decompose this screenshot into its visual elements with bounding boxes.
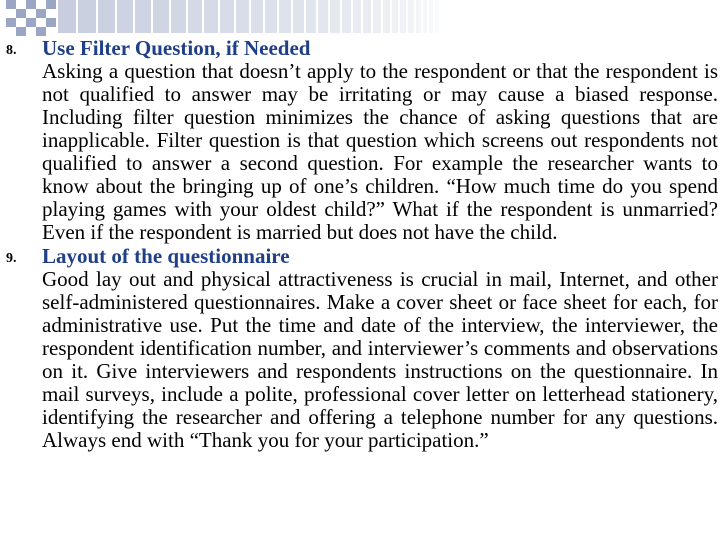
list-item <box>6 36 718 244</box>
stripe-segment <box>220 0 234 33</box>
stripe-segment <box>429 0 433 33</box>
stripe-segment <box>363 0 371 33</box>
stripe-segment <box>392 0 399 33</box>
stripe-segment <box>383 0 390 33</box>
checkerboard-ornament <box>6 0 56 36</box>
item-number: 8. <box>6 43 17 58</box>
stripe-segment <box>293 0 304 33</box>
stripe-segment <box>279 0 291 33</box>
stripe-segment <box>306 0 317 33</box>
stripe-segment <box>171 0 186 33</box>
stripe-segment <box>188 0 203 33</box>
decorative-header-pattern <box>0 0 720 36</box>
stripe-segment <box>251 0 264 33</box>
stripe-segment <box>435 0 439 33</box>
stripe-segment <box>153 0 169 33</box>
stripe-segment <box>400 0 406 33</box>
stripe-segment <box>330 0 340 33</box>
item-text: Asking a question that doesn’t apply to the respondent or that the respondent is not qualified to answer may be irritating or may cause a biased response. Including filter question minimizes the chance of asking questions that are inapplicable. Filter question is that question which screens out respondents not qualified to answer a second question. For example the researcher wants to know about the bringing up of one’s children. “How much time do you spend playing games with your oldest child?” What if the respondent is unmarried? Even if the respondent is married but does not have the child. <box>42 59 718 244</box>
item-text: Good lay out and physical attractiveness is crucial in mail, Internet, and other self-administered questionnaires. Make a cover sheet or face sheet for each, for administrative use. Put the time and date of the interview, the interviewer, the respondent identification number, and interviewer’s comments and observations on it. Give interviewers and respondents instructions on the questionnaire. In mail surveys, include a polite, professional cover letter on letterhead stationery, identifying the researcher and offering a telephone number for any questions. Always end with “Thank you for your participation.” <box>42 267 718 452</box>
stripe-segment <box>204 0 218 33</box>
stripe-segment <box>318 0 328 33</box>
list-item <box>6 244 718 452</box>
stripe-segment <box>58 0 76 33</box>
item-heading: Layout of the questionnaire <box>42 244 290 268</box>
stripe-segment <box>408 0 414 33</box>
slide-content <box>6 36 718 452</box>
stripe-segment <box>423 0 428 33</box>
stripe-segment <box>78 0 96 33</box>
stripe-segment <box>117 0 134 33</box>
stripe-segment <box>135 0 151 33</box>
stripe-segment <box>416 0 421 33</box>
gradient-stripe-band <box>58 0 439 33</box>
stripe-segment <box>353 0 362 33</box>
item-heading: Use Filter Question, if Needed <box>42 36 311 60</box>
stripe-segment <box>236 0 249 33</box>
stripe-segment <box>342 0 351 33</box>
stripe-segment <box>265 0 277 33</box>
stripe-segment <box>373 0 381 33</box>
item-number: 9. <box>6 251 17 266</box>
stripe-segment <box>98 0 115 33</box>
